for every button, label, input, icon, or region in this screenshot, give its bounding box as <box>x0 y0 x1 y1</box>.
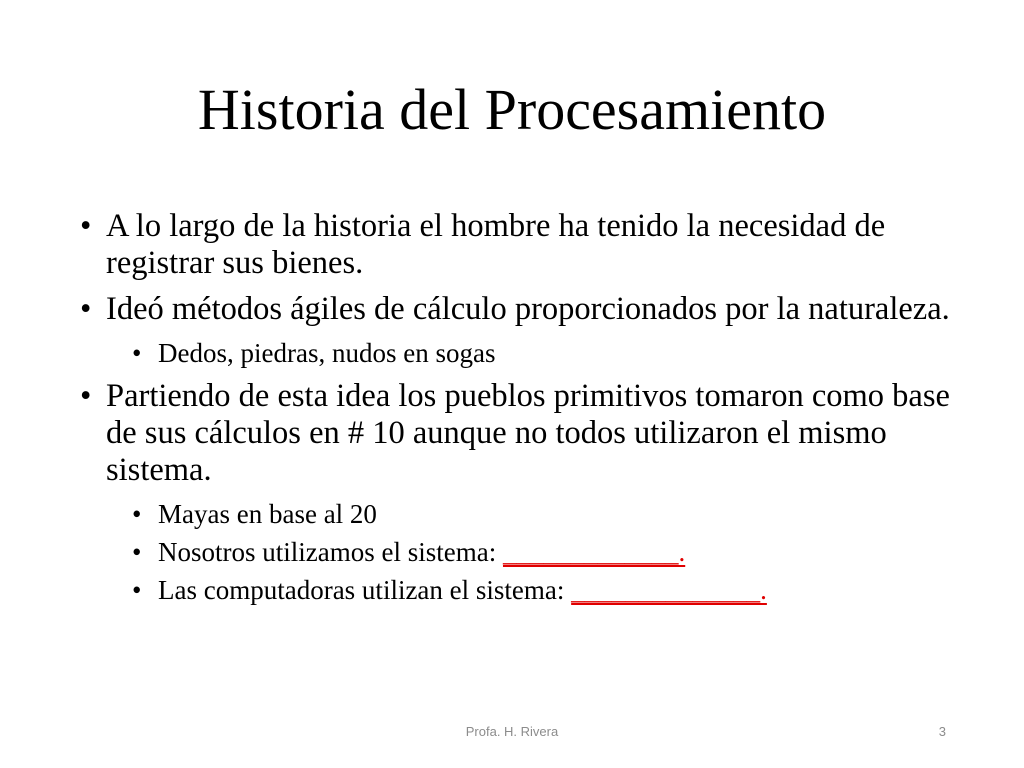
bullet-item <box>80 378 950 489</box>
slide-body <box>80 208 950 612</box>
bullet-icon: • <box>80 378 92 414</box>
sub-bullet-icon: • <box>132 338 142 368</box>
sub-bullet-item <box>80 536 950 569</box>
bullet-icon: • <box>80 208 92 244</box>
answer-blank: ______________. <box>571 575 767 605</box>
sub-bullet-text: Las computadoras utilizan el sistema: <box>158 575 572 605</box>
bullet-item <box>80 208 950 282</box>
bullet-text: Partiendo de esta idea los pueblos primitivos tomaron como base de sus cálculos en # 10 aunque no todos utilizaron el mismo sistema. <box>106 378 950 488</box>
bullet-icon: • <box>80 291 92 327</box>
footer-author: Profa. H. Rivera <box>465 724 559 739</box>
bullet-text: A lo largo de la historia el hombre ha tenido la necesidad de registrar sus bienes. <box>106 208 886 281</box>
bullet-text: Ideó métodos ágiles de cálculo proporcionados por la naturaleza. <box>106 291 950 327</box>
sub-bullet-item <box>80 498 950 531</box>
sub-bullet-item <box>80 337 950 370</box>
sub-bullet-icon: • <box>132 537 142 567</box>
sub-bullet-text: Dedos, piedras, nudos en sogas <box>158 338 496 368</box>
sub-bullet-item <box>80 574 950 607</box>
slide-number: 3 <box>938 724 946 739</box>
bullet-item <box>80 291 950 328</box>
sub-bullet-icon: • <box>132 499 142 529</box>
sub-bullet-icon: • <box>132 575 142 605</box>
sub-bullet-text: Nosotros utilizamos el sistema: <box>158 537 503 567</box>
sub-bullet-text: Mayas en base al 20 <box>158 499 377 529</box>
answer-blank: _____________. <box>502 537 686 567</box>
slide-title: Historia del Procesamiento <box>197 77 827 142</box>
